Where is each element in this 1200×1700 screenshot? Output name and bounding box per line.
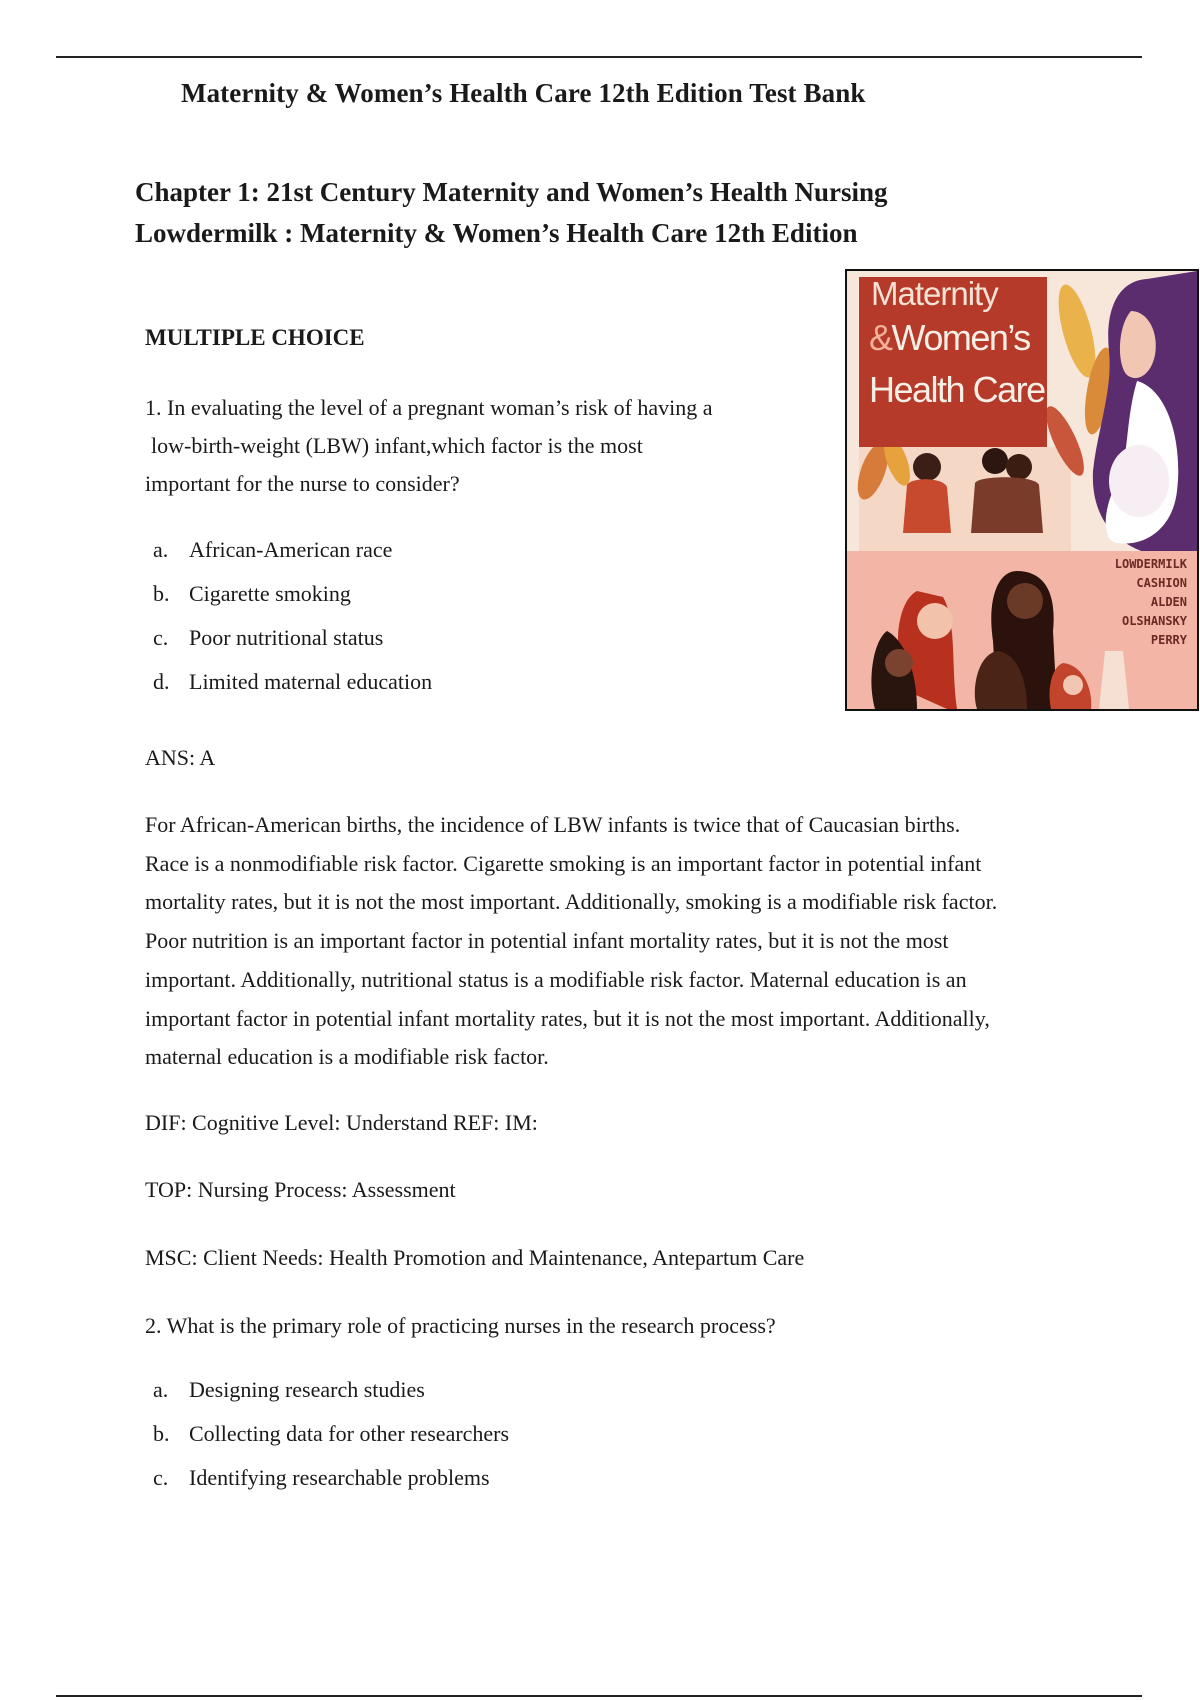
question-1-option-b: [153, 572, 432, 616]
question-1-answer: ANS: A: [145, 745, 216, 770]
chapter-title: Chapter 1: 21st Century Maternity and Women’s Health Nursing: [135, 177, 888, 207]
book-reference: Lowdermilk : Maternity & Women’s Health Care 12th Edition: [135, 218, 858, 248]
question-1-options: [153, 528, 432, 704]
cover-title-line2: [869, 317, 1030, 359]
option-letter: d.: [153, 669, 170, 694]
question-1-option-d: [153, 660, 432, 704]
cover-author: PERRY: [1150, 633, 1187, 647]
option-text: Cigarette smoking: [189, 581, 351, 606]
cover-title-womens: Women’s: [891, 317, 1030, 358]
question-1-client-needs: MSC: Client Needs: Health Promotion and Maintenance, Antepartum Care: [145, 1245, 805, 1270]
rationale-line: mortality rates, but it is not the most important. Additionally, smoking is a modifiable risk factor.: [145, 889, 998, 915]
option-letter: b.: [153, 1421, 170, 1446]
question-1-option-a: [153, 528, 432, 572]
option-letter: b.: [153, 581, 170, 606]
question-1-stem-line: important for the nurse to consider?: [145, 471, 460, 496]
question-1-stem-line: low-birth-weight (LBW) infant,which factor is the most: [151, 433, 643, 458]
question-2-option-a: [153, 1368, 509, 1412]
question-1-stem-line: 1. In evaluating the level of a pregnant woman’s risk of having a: [145, 395, 713, 420]
cover-title-block: [859, 277, 1047, 447]
cover-ampersand: &: [869, 317, 892, 358]
option-letter: c.: [153, 1465, 169, 1490]
option-text: Limited maternal education: [189, 669, 433, 694]
question-1-option-c: [153, 616, 432, 660]
rationale-line: maternal education is a modifiable risk factor.: [145, 1044, 549, 1070]
option-text: African-American race: [189, 537, 393, 562]
cover-author: OLSHANSKY: [1121, 614, 1187, 628]
section-heading: MULTIPLE CHOICE: [145, 325, 365, 350]
cover-title-line3: Health Care: [869, 369, 1045, 410]
question-1-rationale: [145, 806, 1105, 1077]
top-rule: [56, 56, 1142, 58]
option-text: Poor nutritional status: [189, 625, 384, 650]
option-text: Collecting data for other researchers: [189, 1421, 510, 1446]
question-1-difficulty: DIF: Cognitive Level: Understand REF: IM:: [145, 1110, 538, 1135]
option-letter: a.: [153, 1377, 169, 1402]
question-2-option-b: [153, 1412, 509, 1456]
cover-title-line1: Maternity: [871, 275, 998, 312]
rationale-line: Race is a nonmodifiable risk factor. Cigarette smoking is an important factor in potential infant: [145, 850, 982, 876]
chapter-heading: [135, 172, 888, 254]
book-cover-image: [845, 269, 1199, 711]
rationale-line: For African-American births, the incidence of LBW infants is twice that of Caucasian births.: [145, 812, 961, 837]
option-text: Identifying researchable problems: [189, 1465, 490, 1490]
option-text: Designing research studies: [189, 1377, 425, 1402]
rationale-line: important factor in potential infant mortality rates, but it is not the most important. Additionally,: [145, 1005, 990, 1031]
option-letter: a.: [153, 537, 169, 562]
document-title: Maternity & Women’s Health Care 12th Edition Test Bank: [181, 78, 866, 108]
cover-authors: [1115, 555, 1187, 650]
question-1-topic: TOP: Nursing Process: Assessment: [145, 1177, 456, 1202]
question-2-options: [153, 1368, 509, 1500]
question-2-option-c: [153, 1456, 509, 1500]
rationale-line: important. Additionally, nutritional status is a modifiable risk factor. Maternal education is an: [145, 966, 967, 992]
question-2-stem: 2. What is the primary role of practicing nurses in the research process?: [145, 1313, 776, 1338]
cover-author: CASHION: [1136, 576, 1187, 590]
cover-author: ALDEN: [1150, 595, 1187, 609]
rationale-line: Poor nutrition is an important factor in potential infant mortality rates, but it is not the most: [145, 928, 949, 954]
bottom-rule: [56, 1695, 1142, 1697]
option-letter: c.: [153, 625, 169, 650]
question-1-stem: [145, 389, 785, 503]
cover-author: LOWDERMILK: [1114, 557, 1187, 571]
